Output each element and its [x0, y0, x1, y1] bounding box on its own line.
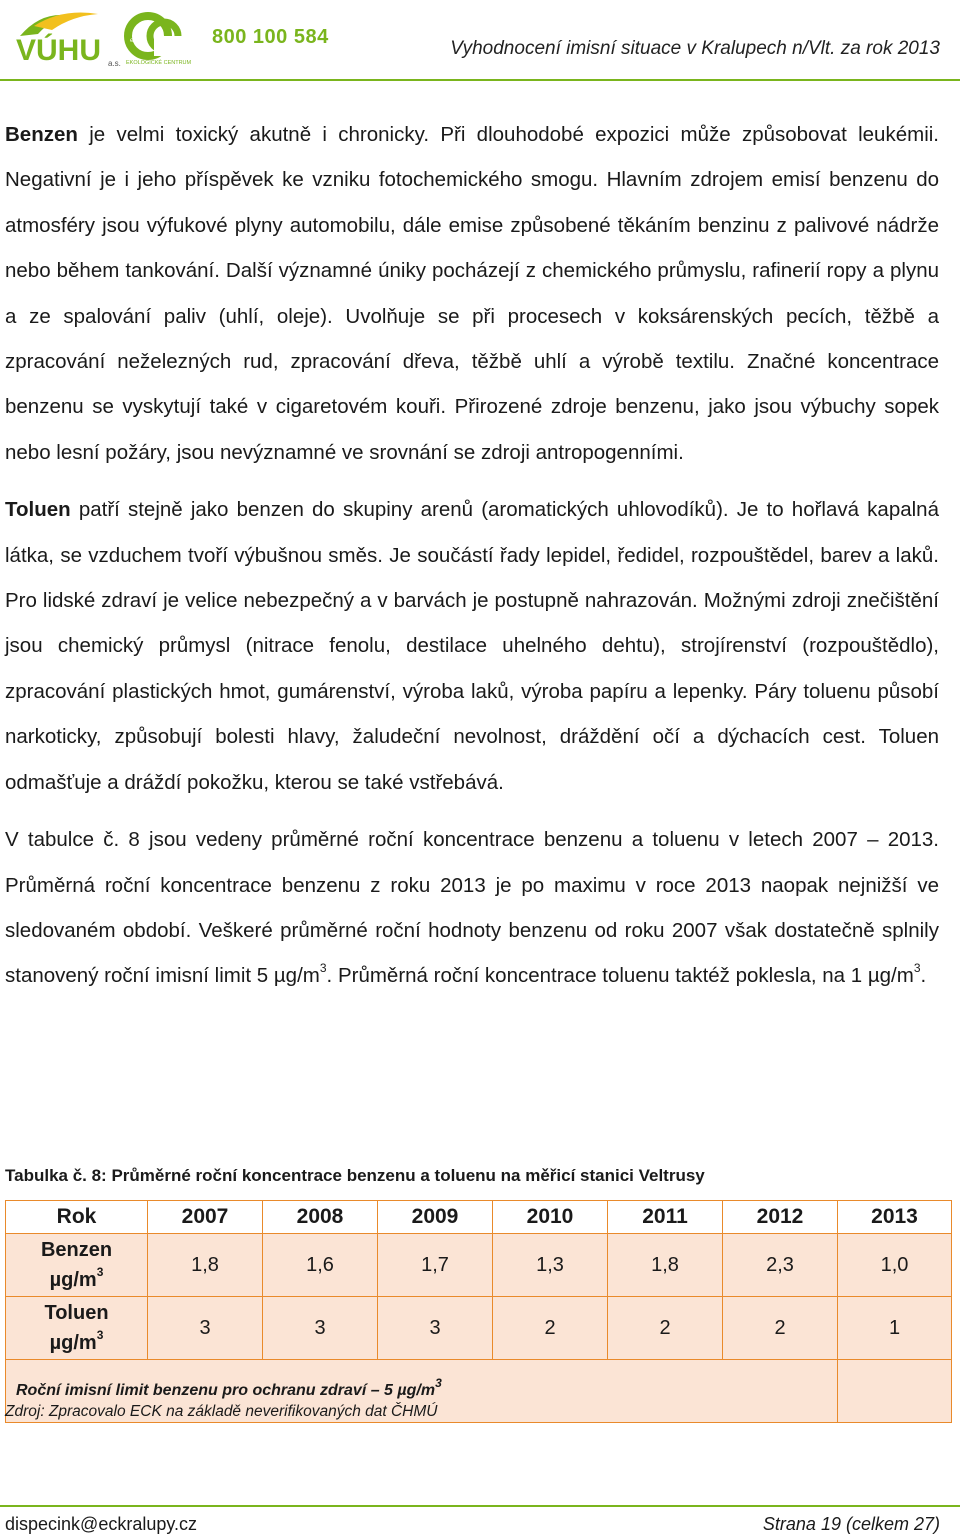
document-title: Vyhodnocení imisní situace v Kralupech n/Vlt. za rok 2013 [450, 38, 940, 59]
ecc-logo-text: ecc [130, 38, 140, 44]
benzene-text: je velmi toxický akutně i chronicky. Při dlouhodobé expozici může způsobovat leukémii. Negativní je i jeho příspěvek ke vzniku fotochemického smogu. Hlavním zdrojem emisí benzenu do atmosféry jsou výfukové plyny automobilu, dále emise způsobené těkáním benzinu z palivové nádrže nebo během tankování. Další významné úniky pocházejí z chemického průmyslu, rafinerií ropy a plynu a ze spalování paliv (uhlí, oleje). Uvolňuje se při procesech v koksárenských pecích, těžbě a zpracování neželezných rud, zpracování dřeva, těžbě uhlí a výrobě textilu. Značné koncentrace benzenu se vyskytují také v cigaretovém kouři. Přirozené zdroje benzenu, jako jsou výbuchy sopek nebo lesní požáry, jsou nevýznamné ve srovnání se zdroji antropogenními. [5, 123, 939, 464]
summary-text-c: . [920, 964, 927, 988]
limit-empty-cell [838, 1360, 952, 1423]
limit-sup: 3 [435, 1375, 442, 1390]
benzene-paragraph [5, 112, 939, 475]
header-divider [0, 79, 960, 81]
summary-text-b: . Průměrná roční koncentrace toluenu taktéž poklesla, na 1 µg/m [326, 964, 914, 988]
header-cell: Rok [6, 1201, 148, 1234]
table-cell: 3 [263, 1297, 378, 1360]
concentration-table [5, 1200, 952, 1423]
table-caption-label: Tabulka č. 8: [5, 1166, 107, 1185]
header-cell: 2013 [838, 1201, 952, 1234]
table-caption [5, 1166, 705, 1186]
toluene-term: Toluen [5, 498, 71, 522]
row-label-text: Toluen [44, 1302, 109, 1324]
table-cell: 1,8 [608, 1234, 723, 1297]
table-cell: 3 [148, 1297, 263, 1360]
summary-sup-2: 3 [913, 961, 921, 976]
hotline-phone: 800 100 584 [212, 26, 329, 48]
header-cell: 2012 [723, 1201, 838, 1234]
row-label-text: Benzen [40, 1239, 113, 1261]
ecc-logo-sub: EKOLOGICKÉ CENTRUM [126, 60, 192, 66]
table-cell: 2,3 [723, 1234, 838, 1297]
table-cell: 2 [723, 1297, 838, 1360]
vuhu-logo-sub: a.s. [108, 59, 121, 68]
row-unit-sup: 3 [96, 1265, 104, 1280]
header-cell: 2007 [148, 1201, 263, 1234]
main-content [5, 112, 939, 999]
toluene-paragraph [5, 487, 939, 805]
table-row-benzene [6, 1234, 952, 1297]
footer-email: dispecink@eckralupy.cz [5, 1514, 198, 1534]
table-cell: 1,7 [378, 1234, 493, 1297]
header-cell: 2009 [378, 1201, 493, 1234]
table-source: Zdroj: Zpracovalo ECK na základě neverifikovaných dat ČHMÚ [5, 1403, 438, 1420]
footer-divider [0, 1505, 960, 1507]
table-cell: 2 [493, 1297, 608, 1360]
concentration-table-wrapper [5, 1200, 951, 1423]
header-cell: 2010 [493, 1201, 608, 1234]
footer-page-number: Strana 19 (celkem 27) [762, 1514, 940, 1534]
table-cell: 1,3 [493, 1234, 608, 1297]
table-caption-text: Průměrné roční koncentrace benzenu a toluenu na měřicí stanici Veltrusy [106, 1166, 705, 1185]
page-header [0, 0, 960, 80]
table-cell: 3 [378, 1297, 493, 1360]
row-unit-sup: 3 [96, 1328, 104, 1343]
table-row-toluene [6, 1297, 952, 1360]
toluene-text: patří stejně jako benzen do skupiny arenů (aromatických uhlovodíků). Je to hořlavá kapalná látka, se vzduchem tvoří výbušnou směs. Je součástí řady lepidel, ředidel, rozpouštědel, barev a laků. Pro lidské zdraví je velice nebezpečný a v barvách je postupně nahrazován. Možnými zdroji znečištění jsou chemický průmysl (nitrace fenolu, destilace uhelného dehtu), strojírenství (rozpouštědlo), zpracování plastických hmot, gumárenství, výroba laků, výroba papíru a lepenky. Páry toluenu působí narkoticky, způsobují bolesti hlavy, žaludeční nevolnost, dráždění očí a dýchacích cest. Toluen odmašťuje a dráždí pokožku, kterou se také vstřebává. [5, 498, 939, 794]
table-cell: 2 [608, 1297, 723, 1360]
row-label-benzene [6, 1234, 148, 1297]
table-cell: 1 [838, 1297, 952, 1360]
table-cell: 1,6 [263, 1234, 378, 1297]
table-header-row [6, 1201, 952, 1234]
summary-sup-1: 3 [319, 961, 327, 976]
vuhu-logo [12, 8, 134, 70]
ecc-logo [124, 8, 204, 68]
table-cell: 1,0 [838, 1234, 952, 1297]
summary-paragraph [5, 817, 939, 999]
limit-text: Roční imisní limit benzenu pro ochranu zdraví – 5 µg/m [16, 1382, 436, 1399]
row-unit: µg/m [49, 1269, 97, 1291]
benzene-term: Benzen [5, 123, 78, 146]
header-cell: 2008 [263, 1201, 378, 1234]
row-label-toluene [6, 1297, 148, 1360]
vuhu-logo-text: VÚHU [16, 34, 102, 67]
row-unit: µg/m [49, 1332, 97, 1354]
table-cell: 1,8 [148, 1234, 263, 1297]
summary-text-a: V tabulce č. 8 jsou vedeny průměrné roční koncentrace benzenu a toluenu v letech 2007 – 2013. Průměrná roční koncentrace benzenu z roku 2013 je po maximu v roce 2013 naopak nejnižší ve sledovaném období. Veškeré průměrné roční hodnoty benzenu od roku 2007 však dostatečně splnily stanovený roční imisní limit 5 µg/m [5, 828, 939, 988]
header-cell: 2011 [608, 1201, 723, 1234]
